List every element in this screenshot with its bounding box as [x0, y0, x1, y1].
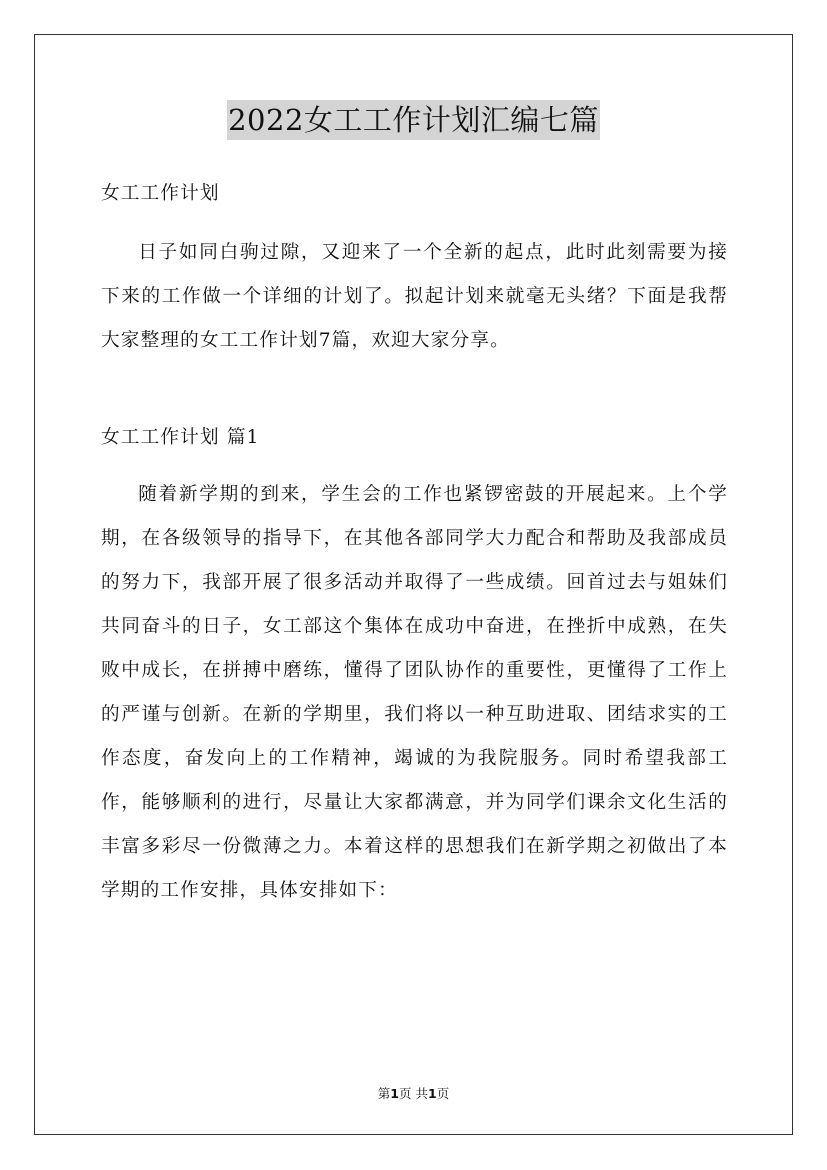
document-title: 2022女工工作计划汇编七篇 [227, 100, 600, 140]
section-spacer [101, 363, 728, 416]
footer-page-mid: 页 共 [399, 1086, 428, 1101]
section-heading-intro: 女工工作计划 [101, 183, 220, 204]
footer-page-total: 1 [427, 1086, 437, 1101]
footer-page-current: 1 [390, 1086, 399, 1101]
section-paragraph-part-1: 随着新学期的到来，学生会的工作也紧锣密鼓的开展起来。上个学期，在各级领导的指导下，在其他各部同学大力配合和帮助及我部成员的努力下，我部开展了很多活动并取得了一些成绩。回首过去与姐妹们共同奋斗的日子，女工部这个集体在成功中奋进，在挫折中成熟，在失败中成长，在拼搏中磨练，懂得了团队协作的重要性，更懂得了工作上的严谨与创新。在新的学期里，我们将以一种互助进取、团结求实的工作态度，奋发向上的工作精神，竭诚的为我院服务。同时希望我部工作，能够顺利的进行，尽量让大家都满意，并为同学们课余文化生活的丰富多彩尽一份微薄之力。本着这样的思想我们在新学期之初做出了本学期的工作安排，具体安排如下： [101, 484, 728, 901]
document-body [101, 172, 728, 913]
section-paragraph-intro: 日子如同白驹过隙，又迎来了一个全新的起点，此时此刻需要为接下来的工作做一个详细的计划了。拟起计划来就毫无头绪？下面是我帮大家整理的女工工作计划7篇，欢迎大家分享。 [101, 242, 728, 351]
title-container [0, 100, 827, 140]
page-footer [0, 1084, 827, 1102]
footer-page-prefix: 第 [377, 1086, 391, 1101]
footer-page-suffix: 页 [436, 1086, 450, 1101]
section-heading-part-1: 女工工作计划 篇1 [101, 427, 260, 448]
